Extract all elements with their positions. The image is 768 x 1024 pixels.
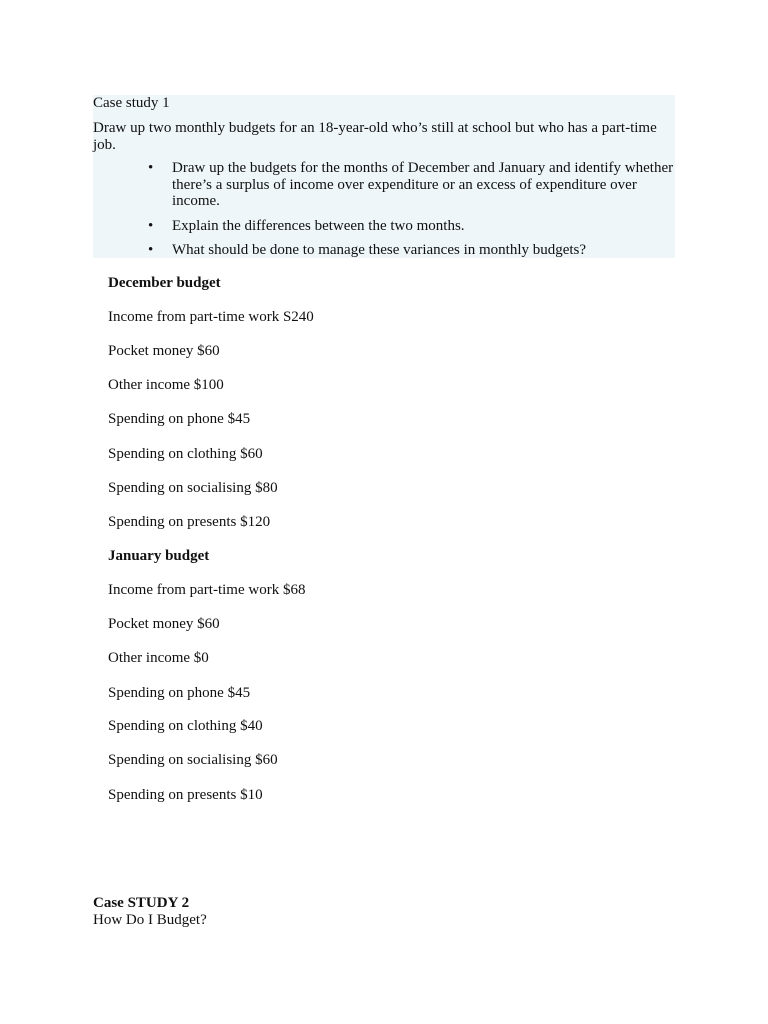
december-budget-line: Income from part-time work S240 [108, 309, 314, 325]
task-list-item [93, 218, 675, 235]
bullet-icon: • [148, 217, 154, 234]
december-budget-line: Other income $100 [108, 377, 224, 393]
december-budget-title: December budget [108, 275, 221, 291]
case-study-1-intro: Draw up two monthly budgets for an 18-year-old who’s still at school but who has a part-time job. [93, 120, 657, 153]
january-budget-line: Other income $0 [108, 650, 209, 666]
december-budget-line: Pocket money $60 [108, 343, 220, 359]
task-list-item [93, 242, 675, 259]
january-budget-line: Spending on presents $10 [108, 787, 263, 803]
task-text: Explain the differences between the two months. [172, 217, 465, 234]
case-study-2-subheading: How Do I Budget? [93, 912, 207, 928]
case-study-1-task-list [93, 160, 675, 267]
january-budget-line: Spending on clothing $40 [108, 718, 263, 734]
bullet-icon: • [148, 160, 154, 176]
task-list-item [93, 160, 675, 210]
december-budget-line: Spending on phone $45 [108, 411, 251, 427]
january-budget-title: January budget [108, 548, 210, 564]
january-budget-line: Spending on socialising $60 [108, 752, 278, 768]
january-budget-line: Spending on phone $45 [108, 685, 251, 701]
case-study-1-heading: Case study 1 [93, 95, 170, 111]
december-budget-line: Spending on socialising $80 [108, 480, 278, 496]
december-budget-line: Spending on clothing $60 [108, 446, 263, 462]
bullet-icon: • [148, 242, 154, 258]
december-budget-line: Spending on presents $120 [108, 514, 271, 530]
task-text: What should be done to manage these variances in monthly budgets? [172, 242, 587, 258]
january-budget-line: Income from part-time work $68 [108, 582, 306, 598]
task-text: Draw up the budgets for the months of December and January and identify whether there’s a surplus of income over expenditure or an excess of expenditure over income. [172, 160, 674, 209]
january-budget-line: Pocket money $60 [108, 616, 220, 632]
case-study-2-heading: Case STUDY 2 [93, 895, 190, 911]
